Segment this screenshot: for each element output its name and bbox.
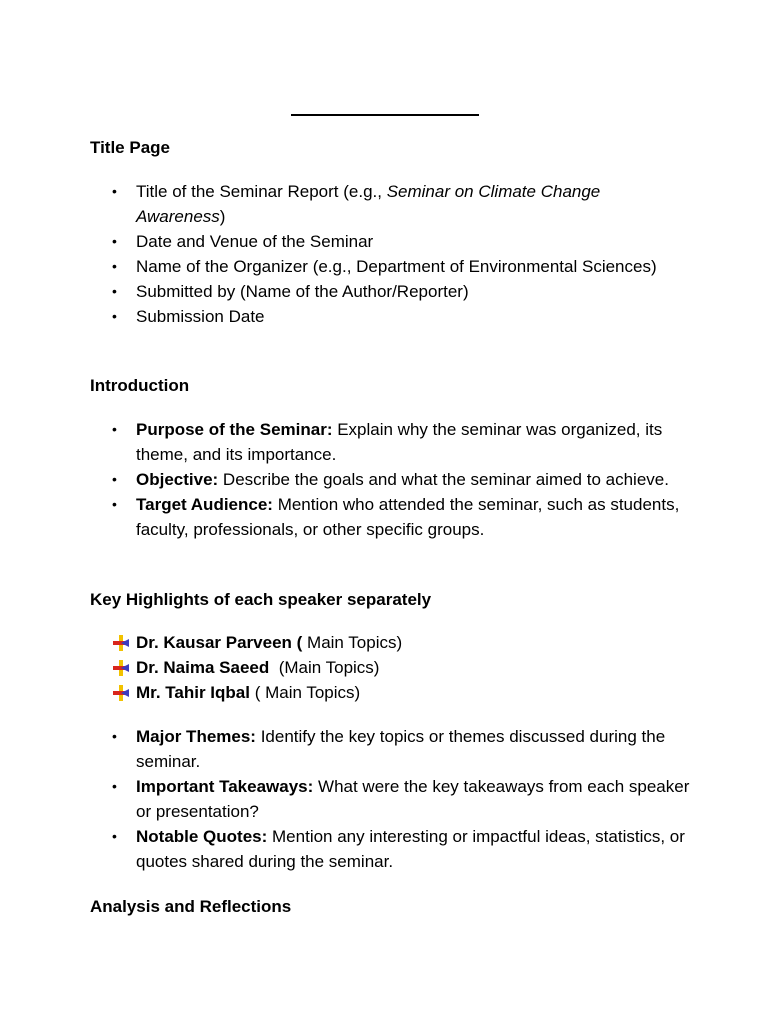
list-item: • Date and Venue of the Seminar — [90, 229, 690, 254]
speaker-item: Dr. Kausar Parveen ( Main Topics) — [110, 630, 670, 655]
bullet-icon: • — [112, 308, 117, 324]
speaker-item: Dr. Naima Saeed (Main Topics) — [110, 655, 670, 680]
list-item: • Name of the Organizer (e.g., Department of Environmental Sciences) — [90, 254, 690, 279]
introduction-list — [90, 417, 690, 542]
list-item: • Target Audience: Mention who attended the seminar, such as students, faculty, professionals, or other specific groups. — [90, 492, 690, 542]
list-item: • Major Themes: Identify the key topics or themes discussed during the seminar. — [90, 724, 690, 774]
bullet-icon: • — [112, 258, 117, 274]
bullet-icon: • — [112, 496, 117, 512]
bullet-icon: • — [112, 283, 117, 299]
list-item: • Important Takeaways: What were the key takeaways from each speaker or presentation? — [90, 774, 690, 824]
list-item: • Title of the Seminar Report (e.g., Seminar on Climate Change Awareness) — [90, 179, 690, 229]
arrow-cross-icon — [112, 684, 130, 702]
heading-analysis-reflections: Analysis and Reflections — [90, 897, 292, 916]
arrow-cross-icon — [112, 659, 130, 677]
list-item: • Objective: Describe the goals and what the seminar aimed to achieve. — [90, 467, 690, 492]
highlights-list — [90, 724, 690, 874]
bullet-icon: • — [112, 471, 117, 487]
bullet-icon: • — [112, 728, 117, 744]
bullet-icon: • — [112, 233, 117, 249]
heading-introduction: Introduction — [90, 376, 190, 395]
bullet-icon: • — [112, 778, 117, 794]
title-rule — [291, 114, 479, 116]
bullet-icon: • — [112, 828, 117, 844]
title-page-list — [90, 179, 690, 329]
list-item: • Submission Date — [90, 304, 690, 329]
bullet-icon: • — [112, 421, 117, 437]
list-item: • Notable Quotes: Mention any interesting or impactful ideas, statistics, or quotes shared during the seminar. — [90, 824, 690, 874]
arrow-cross-icon — [112, 634, 130, 652]
list-item: • Submitted by (Name of the Author/Reporter) — [90, 279, 690, 304]
list-item: • Purpose of the Seminar: Explain why the seminar was organized, its theme, and its importance. — [90, 417, 690, 467]
bullet-icon: • — [112, 183, 117, 199]
heading-title-page: Title Page — [90, 138, 170, 157]
speaker-item: Mr. Tahir Iqbal ( Main Topics) — [110, 680, 670, 705]
speaker-list — [110, 630, 670, 705]
heading-key-highlights: Key Highlights of each speaker separately — [90, 590, 432, 609]
